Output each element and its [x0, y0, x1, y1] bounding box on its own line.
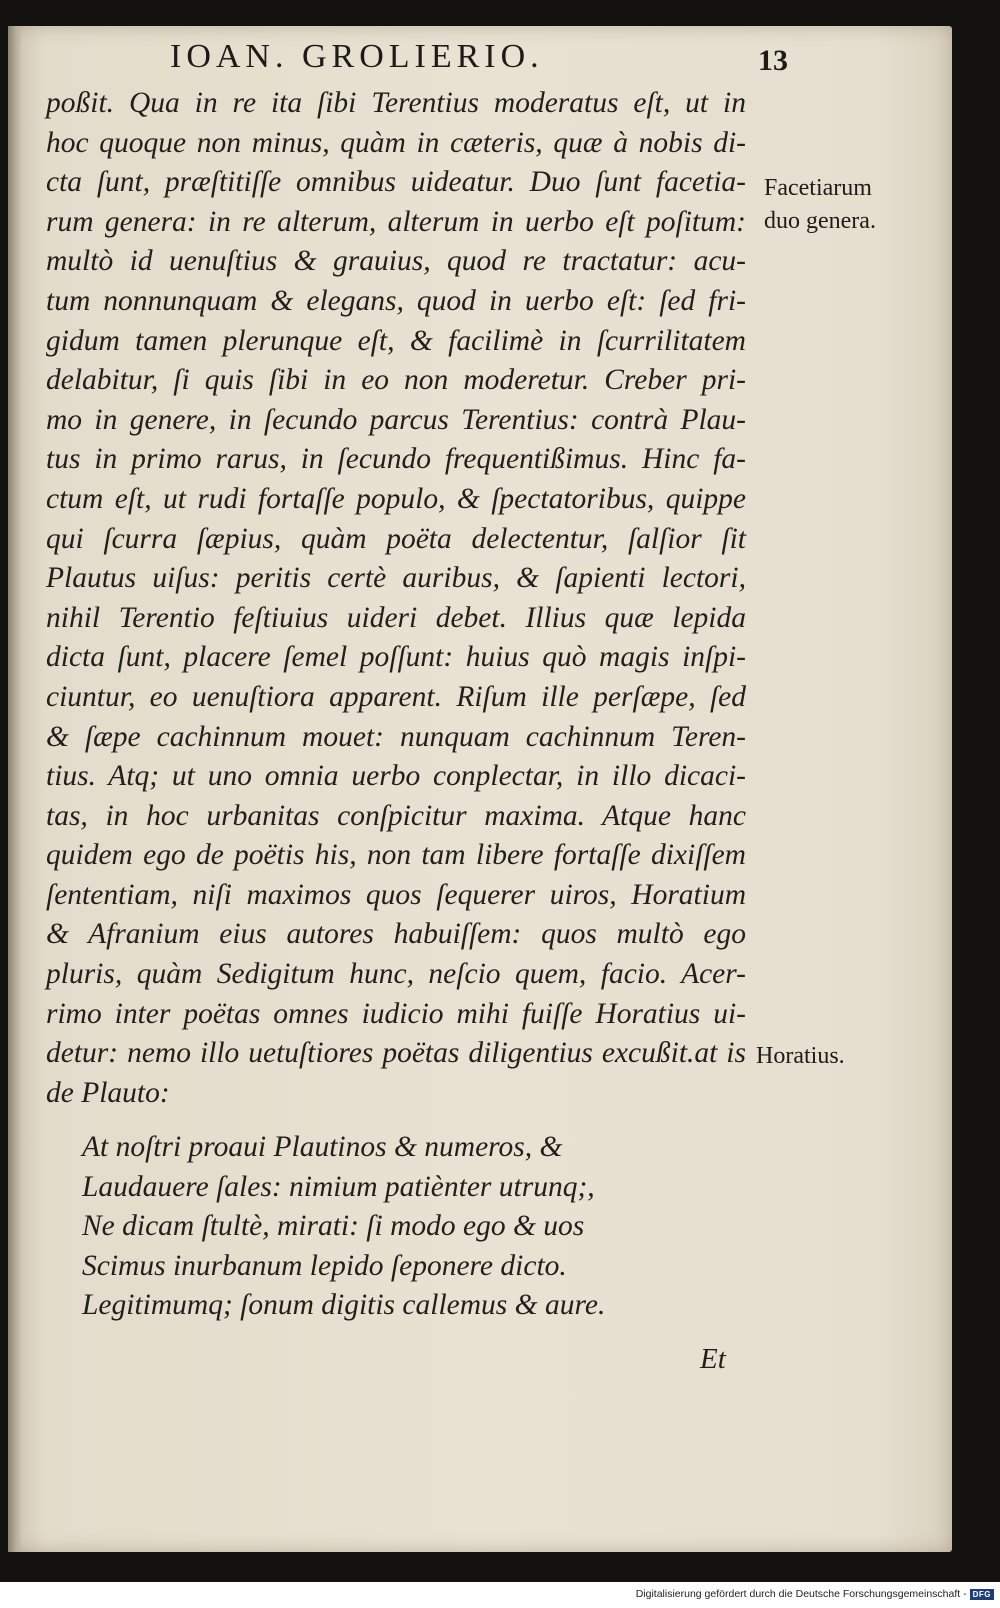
text-line: poßit. Qua in re ita ſibi Terentius moderatus eſt, ut in — [46, 87, 746, 119]
verse-line: Ne dicam ſtultè, mirati: ſi modo ego & uos — [82, 1210, 585, 1243]
marginal-note-line: Facetiarum — [764, 175, 872, 201]
text-line: de Plauto: — [46, 1076, 170, 1109]
verse-line: Legitimumq; ſonum digitis callemus & aure. — [82, 1289, 606, 1322]
text-line: pluris, quàm Sedigitum hunc, neſcio quem, facio. Acer- — [46, 958, 746, 991]
text-line: hoc quoque non minus, quàm in cæteris, quæ à nobis di- — [46, 126, 746, 159]
text-line: dicta ſunt, placere ſemel poſſunt: huius quò magis inſpi- — [46, 641, 746, 674]
credit-text: Digitalisierung gefördert durch die Deutsche Forschungsgemeinschaft - — [635, 1588, 967, 1600]
verse-line: At noſtri proaui Plautinos & numeros, & — [82, 1131, 563, 1163]
text-line: nihil Terentio feſtiuius uideri debet. Illius quæ lepida — [46, 601, 746, 634]
marginal-note-facetiarum — [764, 172, 934, 238]
verse-quotation — [82, 1128, 682, 1326]
text-line: tum nonnunquam & elegans, quod in uerbo eſt: ſed fri- — [46, 284, 746, 317]
page-gutter-shadow — [8, 26, 22, 1552]
text-line: tus in primo rarus, in ſecundo frequentißimus. Hinc fa- — [46, 443, 746, 476]
marginal-note-line: duo genera. — [764, 208, 876, 234]
text-line: mo in genere, in ſecundo parcus Terentius: contrà Plau- — [46, 403, 746, 436]
text-line: rimo inter poëtas omnes iudicio mihi fuiſſe Horatius ui- — [46, 997, 746, 1030]
text-line: delabitur, ſi quis ſibi in eo non moderetur. Creber pri- — [46, 364, 746, 397]
verse-line: Scimus inurbanum lepido ſeponere dicto. — [82, 1249, 567, 1282]
text-line: ciuntur, eo uenuſtiora apparent. Riſum ille perſæpe, ſed — [46, 680, 746, 713]
main-text-block — [46, 84, 746, 1113]
text-line: & ſæpe cachinnum mouet: nunquam cachinnum Teren- — [46, 720, 746, 753]
text-line: multò id uenuſtius & grauius, quod re tractatur: acu- — [46, 245, 746, 278]
text-line: quidem ego de poëtis his, non tam libere fortaſſe dixiſſem — [46, 839, 746, 872]
text-line: & Afranium eius autores habuiſſem: quos multò ego — [46, 918, 746, 951]
digitization-credit — [636, 1588, 994, 1600]
text-line: tius. Atq; ut uno omnia uerbo conplectar, in illo dicaci- — [46, 760, 746, 793]
page-number: 13 — [758, 44, 788, 77]
text-line: rum genera: in re alterum, alterum in uerbo eſt poſitum: — [46, 205, 746, 238]
marginal-note-horatius: Horatius. — [756, 1043, 845, 1069]
running-title: IOAN. GROLIERIO. — [170, 38, 544, 75]
text-line: gidum tamen plerunque eſt, & facilimè in ſcurrilitatem — [46, 324, 746, 357]
dfg-logo: DFG — [970, 1589, 994, 1600]
text-line: ctum eſt, ut rudi fortaſſe populo, & ſpectatoribus, quippe — [46, 482, 746, 515]
text-line: qui ſcurra ſæpius, quàm poëta delectentur, ſalſior ſit — [46, 522, 746, 555]
catchword: Et — [700, 1343, 726, 1375]
text-line: ſententiam, niſi maximos quos ſequerer uiros, Horatium — [46, 878, 746, 911]
text-line: detur: nemo illo uetuſtiores poëtas diligentius excußit.at is — [46, 1037, 746, 1070]
text-line: Plautus uiſus: peritis certè auribus, & ſapienti lectori, — [46, 562, 746, 595]
text-line: tas, in hoc urbanitas conſpicitur maxima. Atque hanc — [46, 799, 746, 832]
verse-line: Laudauere ſales: nimium patiènter utrunq;, — [82, 1170, 595, 1203]
text-line: cta ſunt, præſtitiſſe omnibus uideatur. Duo ſunt facetia- — [46, 166, 746, 199]
